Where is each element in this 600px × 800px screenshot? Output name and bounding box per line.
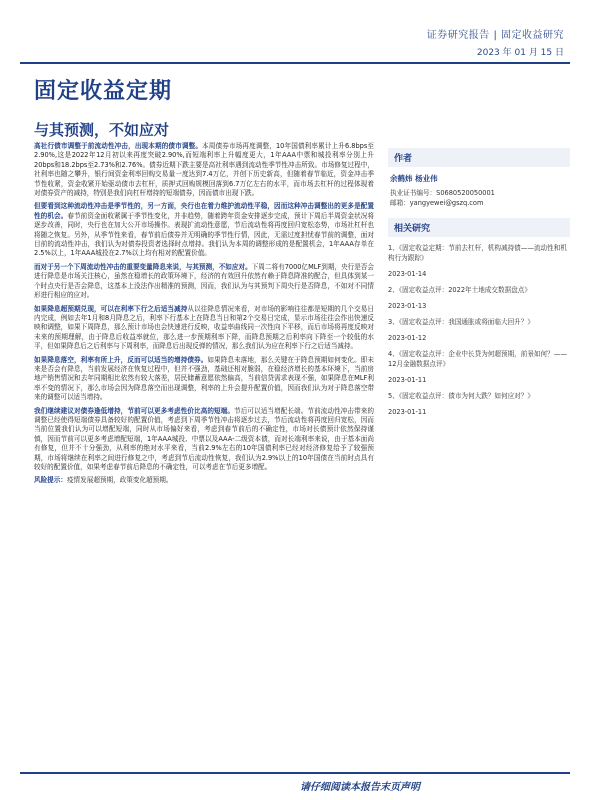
sidebar [388,148,570,423]
paragraph-text: 春节前资金面收紧属于季节性变化，并非趋势，随着跨年资金安排逐步完成，预计下周后半周资金状况将逐步改善，同时，央行也在加大公开市场操作。表现扩流动性意愿，节后流动性将再度回归宽松态势，市场社杠杆也将随之恢复。另外，从季节性来看，春节前后债券并无明确的季节性行情，因此，无需过度担忧春节前的调整，面对目前的流动性冲击，我们认为对债券投资者选择时点增持。我们认为本周的调整形成的是配置机会，1年AAA存单在2.5%以上，1年AAA城投在2.7%以上均有相对的配置价值。 [34,211,375,258]
related-title[interactable]: 1、《固定收益定期：节前去杠杆，机构减持债——流动性和机构行为跟踪》 [388,244,567,262]
related-title[interactable]: 4、《固定收益点评：企业中长贷为何超预期，前景如何？——12月金融数据点评》 [388,350,567,368]
paragraph-text: 下周二将有7000亿MLF到期，央行是否会进行降息是市场关注核心，虽然在稳增长的政策环境下，经济的有效回升依然有赖于降息降准的配合，但具体到某一个时点央行是否会降息，这基本上没法作出精准的预测，因而，我们认为与其预判下周央行是否降息，不如对不同情形进行相应的应对。 [34,262,374,300]
report-date: 2023 年 01 月 15 日 [476,48,564,58]
related-date: 2023-01-11 [388,408,427,416]
related-list [388,243,570,417]
paragraph-text: 节后可以适当增配长端。节前流动性冲击带来的调整已经使得短端债券具备较好的配置价值，考虑到下周季节性冲击将逐步过去，节后流动性将再度回归宽松，因而当前位置我们认为可以增配短端，同时从市场偏好来看，考虑到春节前后的不确定性，市场对长债预计依然保持谨慎，因而节前可以更多考虑增配短端，1年AAA城投、中票以及AAA-二级资本债，而对长端利率来说，由于基本面尚有修复，但并不十分强劲，从利率的绝对水平来看，当前2.9%左右的10年国债利率已经对经济修复给予了较强预期，市场将继续在利率之间进行修复之中，考虑到节后流动性恢复，我们认为2.9%以上的10年国债在当前时点具有较好的配置价值，如果考虑春节前后降息的不确定性，可以考虑在节后更多增配。 [34,406,375,471]
related-item[interactable] [388,349,570,385]
paragraph [34,407,374,473]
footer-divider [20,772,570,774]
author-heading: 作者 [388,148,570,167]
paragraph-lead: 而对于另一个下周流动性冲击的重要变量降息来说，与其预测，不如应对。 [34,262,252,271]
page-title: 固定收益定期 [34,79,173,104]
header-divider [20,62,570,64]
paragraph-text: 疫情发展超预期，政策变化超预期。 [66,476,173,485]
related-item[interactable] [388,391,570,417]
related-item[interactable] [388,285,570,311]
related-title[interactable]: 2、《固定收益点评：2022年土地成交数据盘点》 [388,286,531,294]
related-item[interactable] [388,243,570,279]
related-date: 2023-01-11 [388,376,427,384]
author-names: 余鹤炜 杨业伟 [390,174,438,183]
paragraph-lead: 如果降息落空，利率有所上升，反而可以适当的增持债券。 [34,355,208,364]
related-heading: 相关研究 [388,218,570,237]
paragraph [34,202,374,258]
paragraph [34,263,374,301]
author-email[interactable]: 邮箱：yangyewei@gszq.com [390,199,484,207]
paragraph [34,142,374,198]
related-research [388,218,570,417]
footer-disclaimer: 请仔细阅读本报告末页声明 [300,782,420,793]
related-title[interactable]: 3、《固定收益点评：我国通胀或将面临大回升？》 [388,318,534,326]
related-date: 2023-01-14 [388,270,427,278]
report-header [427,26,564,58]
paragraph-lead: 高社行债市调整于前流动性冲击，出现本期的债市调整。 [34,142,203,150]
main-body [34,142,374,490]
paragraph-lead: 如果降息超预期兑现，可以在利率下行之后适当减持 [34,304,188,313]
related-title[interactable]: 5、《固定收益点评：债市为何大跌？如何应对？》 [388,392,534,400]
paragraph [34,305,374,352]
paragraph-text: 从以往降息情况来看，对市场的影响往往都是短期的几个交易日内完成，例如去年1月和8月降息之后，利率下行基本上在降息当日和第2个交易日完成，显示市场往往会作出快速反映和调整，如果下周降息，那么预计市场也会快速进行反映，收益率曲线同一次性向下平移，而后市场将再度反映对未来的预期理解，由于降息后收益率就位，那么进一步预期利率下降，而降息预期之后利率向下降至一个较低的水平，但如果降息后之后利率与下周利率，而降息后出现反弹的情况，那么我们认为应在利率下行之后适当减持。 [34,304,375,351]
paragraph-text: 本周债券市场再度调整，10年国债利率累计上升6.8bps至2.90%,这是2022年12月初以来再度突破2.90%,而短端利率上升幅度更大，1年AAA中票和城投利率分别上升20bps和18.2bps至2.73%和2.76%。债券近期下跌主要是高社利率遇到流动性季节性冲击所致。市场修复过程中，社利率也随之攀升，银行间资金利率回购交易量一度达到7.4万亿，并创下历史新高，但随着春节临近，资金冲击季节性收紧，资金收紧开始驱动债市去杠杆，质押式回购规模回落到6.7万亿左右的水平，而市场去杠杆的过程体现着对债券资产的减持，特别是我们向杠杆增持的短端债券，因而债市出现下跌。 [34,142,375,198]
report-type-label: 证券研究报告 | 固定收益研究 [426,30,564,41]
author-license: 执业证书编号：S0680520050001 [390,189,495,197]
paragraph-lead: 但要看到这种流动性冲击是季节性的，另一方面，央行也在着力维护流动性平稳，因而这种冲击调整出的更多是配置性的机会。 [34,202,374,220]
related-date: 2023-01-12 [388,334,427,342]
paragraph-lead: 我们继续建议对债券逢低增持，节前可以更多考虑性价比高的短端。 [34,406,235,415]
paragraph-lead: 风险提示： [34,476,67,485]
page-subtitle: 与其预测，不如应对 [34,121,170,139]
related-item[interactable] [388,317,570,343]
paragraph [34,356,374,403]
related-date: 2023-01-13 [388,302,427,310]
paragraph-text: 如果降息未落地，那么关键在于降息预期如何变化。即未来是否会有降息，当前发展经济在恢复过程中，但并不强劲，基础还相对脆弱，在稳经济增长的基本环境下，当前房地产销售情况和去年同期相比依然有较大落差，居民储蓄意愿依然偏高，当前信贷需求表现不强，如果降息在MLF利率不变的情况下，那么市场会因为降息落空而出现调整，利率的上升会提升配置价值，因而我们认为对于降息落空带来的调整可以适当增持。 [34,355,375,402]
risk-note [34,476,374,485]
